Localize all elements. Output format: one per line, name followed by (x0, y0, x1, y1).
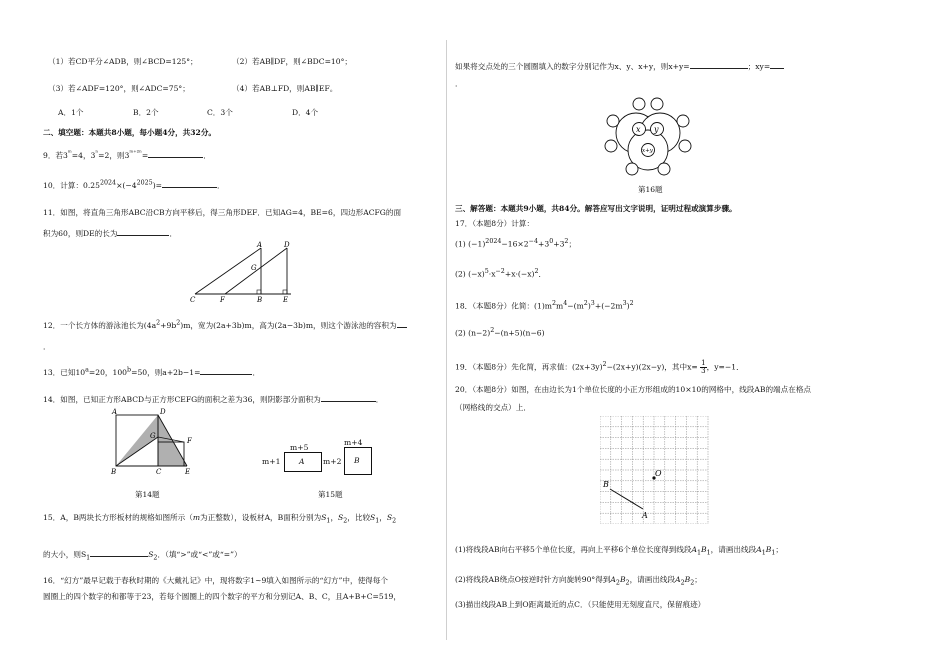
q17-title: 17．（本题8分）计算： (455, 219, 535, 228)
q17-part-1: (1) $(-1)^{2024}-16\times 2^{-4}+3^0+3^2$； (455, 238, 577, 249)
grid-lines (600, 416, 708, 524)
q16-line-3: 如果将交点处的三个圆圈填入的数字分别记作为x、y、x+y，则x+y= ；xy= (455, 60, 784, 71)
figure-11-triangles (185, 240, 295, 304)
q20-grid-figure (600, 416, 712, 524)
q11-answer-blank (117, 227, 169, 236)
segment-ab (610, 489, 643, 509)
q20-part-3: (3)描出线段AB上到O距离最近的点C．（只能使用无刻度直尺，保留痕迹） (455, 600, 706, 609)
svg-text:D: D (284, 241, 290, 249)
figure-15-caption: 第15题 (318, 490, 343, 499)
q15-line-2: 的大小，则$S_1$ $S_2$．（填“>”或“<”或“=”） (43, 550, 242, 562)
fig15-right-side: m+2 (323, 457, 342, 466)
q8-item-4: （4）若AB⊥FD，则AB∥EF。 (232, 84, 338, 93)
question-14: 14．如图，已知正方形ABCD与正方形CEFG的面积之差为36，则阴影部分面积为 ． (43, 395, 384, 404)
q20-line-1: 20．（本题8分）如图，在由边长为1个单位长度的小正方形组成的10×10的网格中，线段AB的端点在格点 (455, 385, 812, 394)
q19-fraction: $\frac{1}{3}$ (701, 359, 706, 375)
q12-answer-blank (397, 319, 407, 328)
q18-part-1: 18．（本题8分）化简：$(1)m^2m^4-(m^2)^3+(-2m^3)^2$ (455, 300, 634, 311)
fig14-label-c: C (156, 468, 162, 475)
q13-answer-blank (200, 366, 252, 375)
q11-line-1: 11．如图，将直角三角形ABC沿CB方向平移后，得三角形DEF．已知AG=4，BE=6，四边形ACFG的面 (43, 208, 402, 217)
svg-text:A: A (257, 241, 263, 249)
fig15-left-side: m+1 (262, 457, 281, 466)
svg-text:E: E (283, 296, 289, 304)
section-2-heading: 二、填空题：本题共8小题，每小题4分，共32分。 (43, 128, 217, 137)
q16-answer-blank-1 (690, 60, 748, 69)
q20-part-2: (2)将线段AB绕点O按逆时针方向旋转90°得到$A_2B_2$，请画出线段$A_2B_2$； (455, 575, 702, 587)
q15-line-1: 15．A，B两块长方形板材的规格如图所示（m为正整数），设板材A，B面积分别为$S_1$，$S_2$，比较$S_1$，$S_2$ (43, 513, 397, 525)
q11-line-2: 积为60，则DE的长为 ． (43, 229, 178, 238)
q8-option-d: D．4个 (292, 108, 319, 117)
q16-line-4: ． (455, 79, 463, 88)
question-10: 10．计算：$0.25^{2024}\times(-4^{2025})=$ ． (43, 179, 225, 190)
q20-line-2: （网格线的交点）上． (455, 403, 531, 412)
question-9: 9．若$3^ᵐ=4$，$3^{^n}=2$，则$3^{ᵐ^{+2n}}=$ ． (43, 149, 211, 160)
q8-option-a: A．1个 (58, 108, 84, 117)
fig14-label-f: F (187, 437, 192, 445)
grid-label-o: O (655, 469, 662, 478)
q8-option-b: B．2个 (133, 108, 159, 117)
figure-16-magic-circles (599, 88, 705, 184)
fig14-label-d: D (160, 408, 166, 416)
q18-part-2: (2) $(n-2)^2-(n+5)(n-6)$ (455, 327, 545, 338)
q10-answer-blank (162, 179, 217, 188)
svg-text:F: F (220, 296, 225, 304)
svg-text:G: G (251, 264, 257, 272)
section-3-heading: 三、解答题：本题共9小题，共84分。解答应写出文字说明，证明过程或演算步骤。 (455, 204, 737, 213)
q20-part-1: (1)将线段AB向右平移5个单位长度，再向上平移6个单位长度得到线段$A_1B_1$，请画出线段$A_1B_1$； (455, 545, 783, 557)
fig14-label-e: E (185, 468, 191, 475)
fig14-label-b: B (111, 468, 117, 475)
svg-text:B: B (257, 296, 263, 304)
fig15-left-top: m+5 (290, 443, 309, 452)
fig16-label-x: x (636, 125, 641, 134)
question-13: 13．已知$10^a=20$，$100^b=50$，则a+2b−1= ． (43, 366, 261, 377)
grid-label-b: B (603, 480, 609, 489)
q17-part-2: (2) $(-x)^5\cdot x^{-2}+x\cdot(-x)^2$． (455, 268, 547, 279)
q16-answer-blank-2 (770, 60, 784, 69)
fig15-board-b: B (344, 447, 372, 475)
figure-16-caption: 第16题 (638, 185, 663, 194)
q12-line-2: ． (43, 342, 51, 351)
grid-label-a: A (642, 511, 648, 520)
fig16-label-y: y (654, 125, 659, 134)
fig15-right-top: m+4 (344, 438, 363, 447)
q14-answer-blank (321, 393, 376, 402)
q16-line-2: 圆圈上的四个数字的和都等于23，若每个圆圈上的四个数字的平方和分别记A、B、C，且A+B+C=519， (43, 592, 401, 601)
q12-line-1: 12．一个长方体的游泳池长为$(4a^2+9b^2)m$，宽为(2a+3b)m，高为(2a−3b)m，则这个游泳池的容积为 (43, 319, 407, 330)
svg-text:C: C (190, 296, 196, 304)
q8-item-3: （3）若∠ADF=120°，则∠ADC=75°； (48, 84, 190, 93)
figure-14-squares (108, 405, 200, 475)
fig16-label-x-plus-y: x+y (642, 148, 653, 154)
fig14-label-g: G (150, 432, 156, 440)
right-column (447, 0, 950, 672)
left-column (0, 0, 445, 672)
q8-item-2: （2）若AB∥DF，则∠BDC=10°； (232, 57, 352, 66)
question-19: 19．（本题8分）先化简，再求值：$(2x+3y)^2-(2x+y)(2x-y)$，其中x= $\frac{1}{3}$ ，y=−1． (455, 359, 744, 375)
q8-item-1: （1）若CD平分∠ADB，则∠BCD=125°； (48, 57, 198, 66)
figure-14-caption: 第14题 (135, 490, 160, 499)
fig14-label-a: A (112, 408, 118, 416)
q9-answer-blank (148, 149, 203, 158)
fig15-board-a: A (284, 452, 322, 472)
q15-answer-blank (90, 548, 148, 557)
q8-option-c: C．3个 (207, 108, 233, 117)
q16-line-1: 16．“幻方”最早记载于春秋时期的《大戴礼记》中，现将数字1~9填入如图所示的“幻方”中，使得每个 (43, 576, 388, 585)
